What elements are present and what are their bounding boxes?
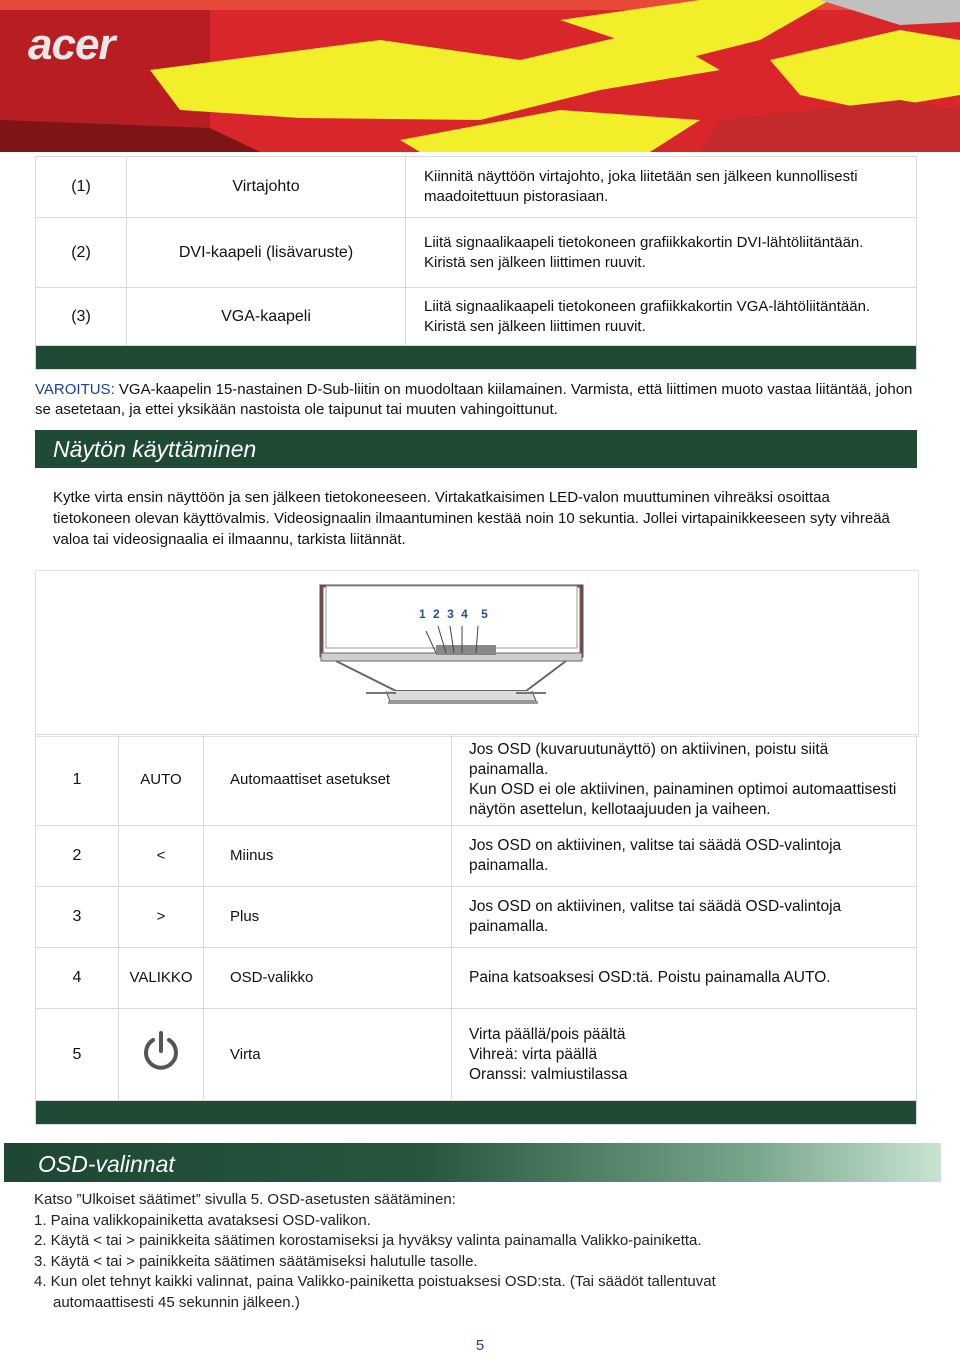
instruction-line: 4. Kun olet tehnyt kaikki valinnat, paina Valikko-painiketta poistuaksesi OSD:sta. (Tai säädöt tallentuvat xyxy=(34,1273,716,1291)
power-icon xyxy=(139,1030,183,1074)
instruction-line: Katso ”Ulkoiset säätimet” sivulla 5. OSD-asetusten säätäminen: xyxy=(34,1191,456,1208)
description-line: Vihreä: virta päällä xyxy=(469,1045,598,1063)
osd-instructions xyxy=(34,1190,914,1314)
description-line: Paina katsoaksesi OSD:tä. Poistu painamalla AUTO. xyxy=(469,969,831,986)
cable-name: DVI-kaapeli (lisävaruste) xyxy=(127,218,406,288)
table-row xyxy=(36,218,917,288)
cable-table xyxy=(35,156,917,370)
table-row xyxy=(36,948,917,1009)
instruction-line: 3. Käytä < tai > painikkeita säätimen säätämiseksi halutulle tasolle. xyxy=(34,1252,478,1270)
cable-name: Virtajohto xyxy=(127,157,406,218)
description-line: Kun OSD ei ole aktiivinen, painaminen optimoi automaattisesti xyxy=(469,781,897,798)
button-number: 2 xyxy=(433,607,442,621)
page-number: 5 xyxy=(475,1337,485,1354)
instruction-line: 1. Paina valikkopainiketta avataksesi OSD-valikon. xyxy=(34,1211,371,1229)
description-line: Jos OSD on aktiivinen, valitse tai säädä OSD-valintoja painamalla. xyxy=(469,837,842,874)
control-key: AUTO xyxy=(119,735,204,826)
control-description xyxy=(452,948,917,1009)
button-number: 5 xyxy=(481,607,490,621)
divider-bar xyxy=(36,346,917,370)
control-key: > xyxy=(119,887,204,948)
cable-description: Kiinnitä näyttöön virtajohto, joka liitetään sen jälkeen kunnollisesti maadoitettuun pistorasiaan. xyxy=(406,157,917,218)
section-title: OSD-valinnat xyxy=(38,1151,175,1177)
warning-text: VGA-kaapelin 15-nastainen D-Sub-liitin on muodoltaan kiilamainen. Varmista, että liittimen muoto vastaa liitäntää, johon se asetetaan, ja ettei yksikään nastoista ole taipunut tai muuten vahingoittunut. xyxy=(35,381,913,418)
cable-number: (1) xyxy=(36,157,127,218)
button-number: 1 xyxy=(419,607,428,621)
table-row xyxy=(36,887,917,948)
control-function: Automaattiset asetukset xyxy=(204,735,452,826)
controls-table xyxy=(35,734,917,1125)
control-function: Miinus xyxy=(204,826,452,887)
control-number: 2 xyxy=(36,826,119,887)
cable-number: (3) xyxy=(36,288,127,346)
table-row xyxy=(36,1009,917,1101)
control-key xyxy=(119,1009,204,1101)
control-number: 4 xyxy=(36,948,119,1009)
warning-note xyxy=(35,380,915,420)
control-description xyxy=(452,826,917,887)
table-footer-bar xyxy=(36,1101,917,1125)
section-title: Näytön käyttäminen xyxy=(53,436,257,462)
control-description xyxy=(452,887,917,948)
section-heading-osd xyxy=(4,1143,941,1182)
button-number-labels xyxy=(419,607,490,621)
control-description xyxy=(452,735,917,826)
usage-intro: Kytke virta ensin näyttöön ja sen jälkeen tietokoneeseen. Virtakatkaisimen LED-valon muuttuminen vihreäksi osoittaa tietokoneen olevan käyttövalmis. Videosignaalin ilmaantuminen kestää noin 10 sekuntia. Jollei virtapainikkeeseen syty vihreää valoa tai videosignaalia ei ilmaannu, tarkista liitännät. xyxy=(53,489,890,548)
monitor-illustration xyxy=(36,571,918,736)
control-number: 5 xyxy=(36,1009,119,1101)
control-function: OSD-valikko xyxy=(204,948,452,1009)
control-description xyxy=(452,1009,917,1101)
button-number: 4 xyxy=(461,607,470,621)
cable-description: Liitä signaalikaapeli tietokoneen grafiikkakortin VGA-lähtöliitäntään. Kiristä sen jälkeen liittimen ruuvit. xyxy=(406,288,917,346)
description-line: Jos OSD (kuvaruutunäyttö) on aktiivinen, poistu siitä painamalla. xyxy=(469,741,829,778)
header-banner xyxy=(0,0,960,152)
control-number: 1 xyxy=(36,735,119,826)
acer-logo: acer xyxy=(28,20,115,69)
section-heading-usage xyxy=(35,430,917,468)
warning-label: VAROITUS: xyxy=(35,381,115,398)
table-row xyxy=(36,735,917,826)
table-row xyxy=(36,826,917,887)
table-footer-bar xyxy=(36,346,917,370)
control-number: 3 xyxy=(36,887,119,948)
control-key: VALIKKO xyxy=(119,948,204,1009)
description-line: Oranssi: valmiustilassa xyxy=(469,1065,628,1083)
control-function: Plus xyxy=(204,887,452,948)
table-row xyxy=(36,288,917,346)
instruction-line: automaattisesti 45 sekunnin jälkeen.) xyxy=(53,1293,300,1311)
divider-bar xyxy=(36,1101,917,1125)
table-row xyxy=(36,157,917,218)
cable-description: Liitä signaalikaapeli tietokoneen grafiikkakortin DVI-lähtöliitäntään. Kiristä sen jälkeen liittimen ruuvit. xyxy=(406,218,917,288)
control-key: < xyxy=(119,826,204,887)
instruction-line: 2. Käytä < tai > painikkeita säätimen korostamiseksi ja hyväksy valinta painamalla Valikko-painiketta. xyxy=(34,1232,702,1250)
cable-name: VGA-kaapeli xyxy=(127,288,406,346)
description-line: Jos OSD on aktiivinen, valitse tai säädä OSD-valintoja painamalla. xyxy=(469,898,842,935)
control-function: Virta xyxy=(204,1009,452,1101)
button-number: 3 xyxy=(447,607,456,621)
monitor-figure xyxy=(35,570,919,737)
cable-number: (2) xyxy=(36,218,127,288)
description-line: näytön asettelun, kellotaajuuden ja vaiheen. xyxy=(469,801,771,818)
description-line: Virta päällä/pois päältä xyxy=(469,1025,626,1043)
